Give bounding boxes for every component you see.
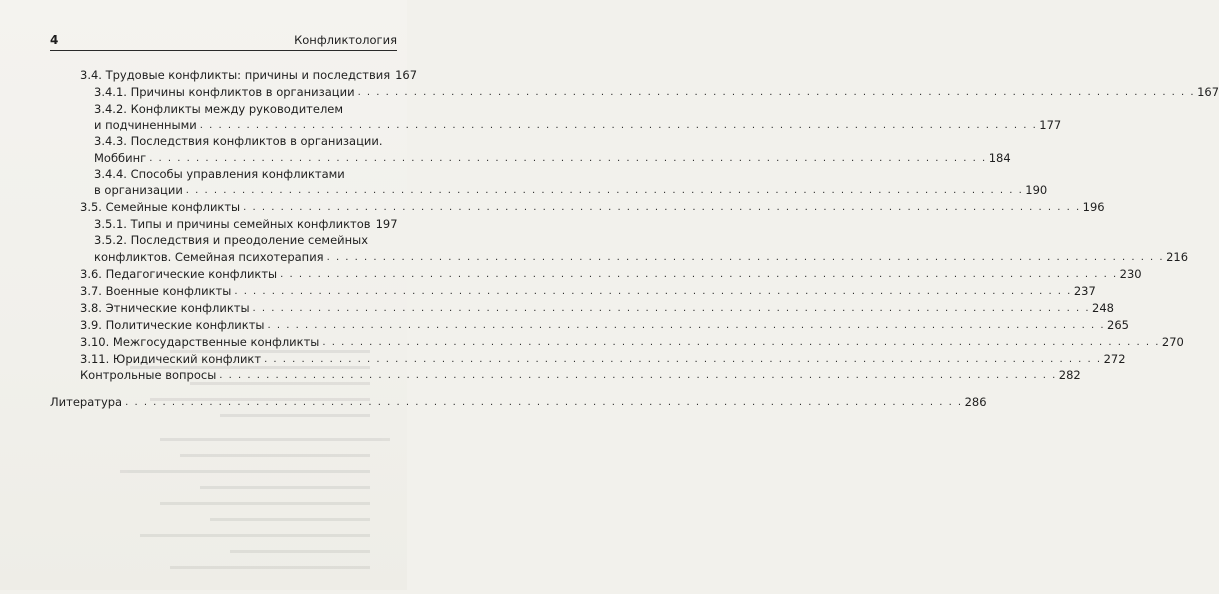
toc-entry-page: 216 bbox=[1166, 250, 1189, 264]
toc-entry-page: 190 bbox=[1025, 183, 1048, 197]
toc-entry-page: 167 bbox=[1197, 85, 1219, 99]
toc-entry-title: 3.9. Политические конфликты bbox=[80, 318, 265, 332]
leader-dots bbox=[268, 318, 1106, 334]
toc-entry-title: Литература bbox=[50, 395, 123, 409]
leader-dots bbox=[327, 250, 1165, 266]
toc-entry-page: 184 bbox=[988, 151, 1011, 165]
toc-entry-title: 3.4. Трудовые конфликты: причины и последствия bbox=[80, 68, 391, 82]
header-rule bbox=[50, 50, 397, 51]
leader-dots bbox=[200, 118, 1038, 134]
toc-entry-page: 248 bbox=[1092, 301, 1114, 315]
toc-entry-3-5 bbox=[80, 199, 1105, 215]
leader-dots bbox=[149, 151, 987, 167]
toc-entry-page: 237 bbox=[1073, 284, 1096, 298]
toc-entry-bibliography bbox=[50, 394, 987, 410]
toc-entry-page: 286 bbox=[964, 395, 987, 409]
leader-dots bbox=[125, 395, 963, 411]
toc-entry-title: Контрольные вопросы bbox=[80, 368, 217, 382]
leader-dots bbox=[264, 352, 1102, 368]
toc-entry-page: 230 bbox=[1119, 267, 1142, 281]
toc-entry-title: 3.11. Юридический конфликт bbox=[80, 352, 262, 366]
leader-dots bbox=[186, 183, 1024, 199]
toc-entry-title: 3.8. Этнические конфликты bbox=[80, 301, 250, 315]
leader-dots bbox=[322, 335, 1160, 351]
toc-entry-3-7 bbox=[80, 283, 1096, 299]
toc-entry-3-4-2 bbox=[94, 101, 397, 117]
toc-entry-title: 3.4.4. Способы управления конфликтами bbox=[94, 167, 345, 181]
leader-dots bbox=[253, 301, 1091, 317]
toc-entry-3-4 bbox=[80, 67, 418, 83]
toc-entry-3-5-2-cont bbox=[94, 249, 1189, 265]
toc-entry-title: 3.4.3. Последствия конфликтов в организации. bbox=[94, 134, 383, 148]
toc-entry-title: 3.4.1. Причины конфликтов в организации bbox=[94, 85, 355, 99]
toc-entry-page: 272 bbox=[1103, 352, 1126, 366]
toc-entry-3-5-2 bbox=[94, 232, 397, 248]
page-number: 4 bbox=[50, 33, 59, 47]
toc-entry-page: 270 bbox=[1161, 335, 1184, 349]
toc-entry-title: Моббинг bbox=[94, 151, 147, 165]
toc-entry-title: конфликтов. Семейная психотерапия bbox=[94, 250, 324, 264]
toc-entry-3-4-2-cont bbox=[94, 117, 1062, 133]
toc-entry-title: 3.4.2. Конфликты между руководителем bbox=[94, 102, 344, 116]
toc-entry-3-8 bbox=[80, 300, 1114, 316]
toc-entry-title: 3.7. Военные конфликты bbox=[80, 284, 232, 298]
page-header bbox=[50, 33, 397, 49]
toc-entry-page: 265 bbox=[1107, 318, 1129, 332]
leader-dots bbox=[280, 267, 1118, 283]
toc-entry-title: в организации bbox=[94, 183, 183, 197]
toc-entry-page: 197 bbox=[375, 217, 398, 231]
toc-entry-title: 3.5.1. Типы и причины семейных конфликтов bbox=[94, 217, 371, 231]
toc-entry-title: 3.5. Семейные конфликты bbox=[80, 200, 241, 214]
toc-entry-review-questions bbox=[80, 367, 1081, 383]
toc-entry-page: 167 bbox=[395, 68, 418, 82]
leader-dots bbox=[358, 85, 1196, 101]
toc-entry-title: 3.10. Межгосударственные конфликты bbox=[80, 335, 320, 349]
toc-entry-3-4-4-cont bbox=[94, 182, 1048, 198]
toc-entry-page: 282 bbox=[1058, 368, 1081, 382]
toc-entry-3-11 bbox=[80, 351, 1126, 367]
toc-entry-title: 3.5.2. Последствия и преодоление семейных bbox=[94, 233, 369, 247]
toc-entry-3-4-1 bbox=[94, 84, 1219, 100]
toc-entry-title: 3.6. Педагогические конфликты bbox=[80, 267, 278, 281]
leader-dots bbox=[219, 368, 1057, 384]
toc-entry-page: 177 bbox=[1039, 118, 1062, 132]
toc-entry-3-4-4 bbox=[94, 166, 397, 182]
leader-dots bbox=[234, 284, 1072, 300]
running-title: Конфликтология bbox=[294, 33, 397, 47]
toc-entry-3-4-3-cont bbox=[94, 150, 1011, 166]
toc-entry-3-6 bbox=[80, 266, 1142, 282]
toc-entry-3-10 bbox=[80, 334, 1184, 350]
toc-entry-3-9 bbox=[80, 317, 1129, 333]
leader-dots bbox=[243, 200, 1081, 216]
toc-entry-title: и подчиненными bbox=[94, 118, 197, 132]
toc-entry-page: 196 bbox=[1082, 200, 1105, 214]
toc-entry-3-5-1 bbox=[94, 216, 397, 232]
toc-entry-3-4-3 bbox=[94, 133, 397, 149]
